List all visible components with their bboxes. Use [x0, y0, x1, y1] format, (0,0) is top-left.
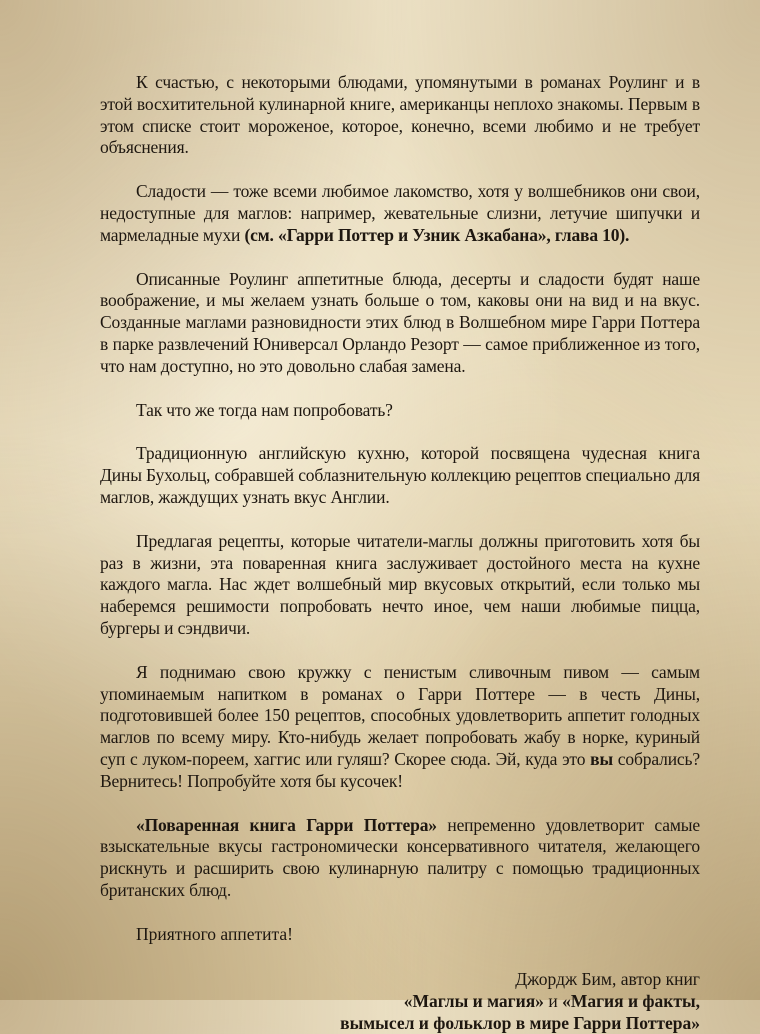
paragraph-question: [100, 400, 700, 422]
paragraph-text: К счастью, с некоторыми блюдами, упомянутыми в романах Роулинг и в этой восхитительной кулинарной книге, американцы неплохо знакомы. Первым в этом списке стоит мороженое, которое, конечно, всеми любимо и не требует объяснения.: [100, 72, 700, 158]
paragraph-ice-cream: [100, 72, 700, 159]
paragraph-text: Сладости — тоже всеми любимое лакомство, хотя у волшебников они свои, недоступные для маглов: например, жевательные слизни, летучие шипучки и мармеладные мухи: [100, 181, 700, 245]
cookbook-title: «Поваренная книга Гарри Поттера»: [136, 814, 437, 835]
paragraph-english-cuisine: [100, 443, 700, 508]
paragraph-text: Традиционную английскую кухню, которой посвящена чудесная книга Дины Бухольц, собравшей соблазнительную коллекцию рецептов специально для маглов, жаждущих узнать вкус Англии.: [100, 443, 700, 507]
book-title-continuation: вымысел и фольклор в мире Гарри Поттера»: [340, 1012, 700, 1033]
paragraph-text: непременно удовлетворит самые взыскательные вкусы гастрономически консервативного читателя, желающего рискнуть и расширить свою кулинарную палитру с помощью традиционных британских блюд.: [100, 814, 701, 900]
paragraph-text: Предлагая рецепты, которые читатели-маглы должны приготовить хотя бы раз в жизни, эта поваренная книга заслуживает достойного места на кухне каждого магла. Нас ждет волшебный мир вкусовых открытий, если только мы наберемся решимости попробовать нечто иное, чем наши любимые пицца, бургеры и сэндвичи.: [100, 530, 700, 638]
signature-books-line: [100, 990, 700, 1012]
document-body: [100, 72, 700, 1034]
paragraph-text: собрались? Вернитесь! Попробуйте хотя бы кусочек!: [100, 748, 701, 791]
book-title-magic-facts: «Магия и факты,: [562, 990, 700, 1011]
paragraph-text: Я поднимаю свою кружку с пенистым сливочным пивом — самым упоминаемым напитком в романах о Гарри Поттере — в честь Дины, подготовившей более 150 рецептов, способных удовлетворить аппетит голодных маглов по всему миру. Кто-нибудь желает попробовать жабу в норке, куриный суп с луком-пореем, хаггис или гуляш? Скорее сюда. Эй, куда это: [100, 661, 700, 769]
book-title-maglas: «Маглы и магия»: [403, 990, 544, 1011]
paragraph-butterbeer: [100, 662, 700, 793]
book-reference: (см. «Гарри Поттер и Узник Азкабана», глава 10).: [244, 224, 630, 245]
closing-line: Приятного аппетита!: [136, 923, 293, 944]
paragraph-cookbook: [100, 815, 700, 902]
paragraph-sweets: [100, 181, 700, 246]
signature-author: Джордж Бим, автор книг: [515, 968, 700, 989]
paragraph-text: Так что же тогда нам попробовать?: [136, 399, 393, 420]
paragraph-rowling-dishes: [100, 269, 700, 378]
signature-conjunction: и: [543, 990, 563, 1011]
signature-block: [100, 968, 700, 1034]
paragraph-text: Описанные Роулинг аппетитные блюда, десерты и сладости будят наше воображение, и мы желаем узнать больше о том, каковы они на вид и на вкус. Созданные маглами разновидности этих блюд в Волшебном мире Гарри Поттера в парке развлечений Юниверсал Орландо Резорт — самое приближенное из того, что нам доступно, но это довольно слабая замена.: [100, 268, 700, 376]
emphasis-word: вы: [590, 748, 613, 769]
paragraph-recipes: [100, 531, 700, 640]
